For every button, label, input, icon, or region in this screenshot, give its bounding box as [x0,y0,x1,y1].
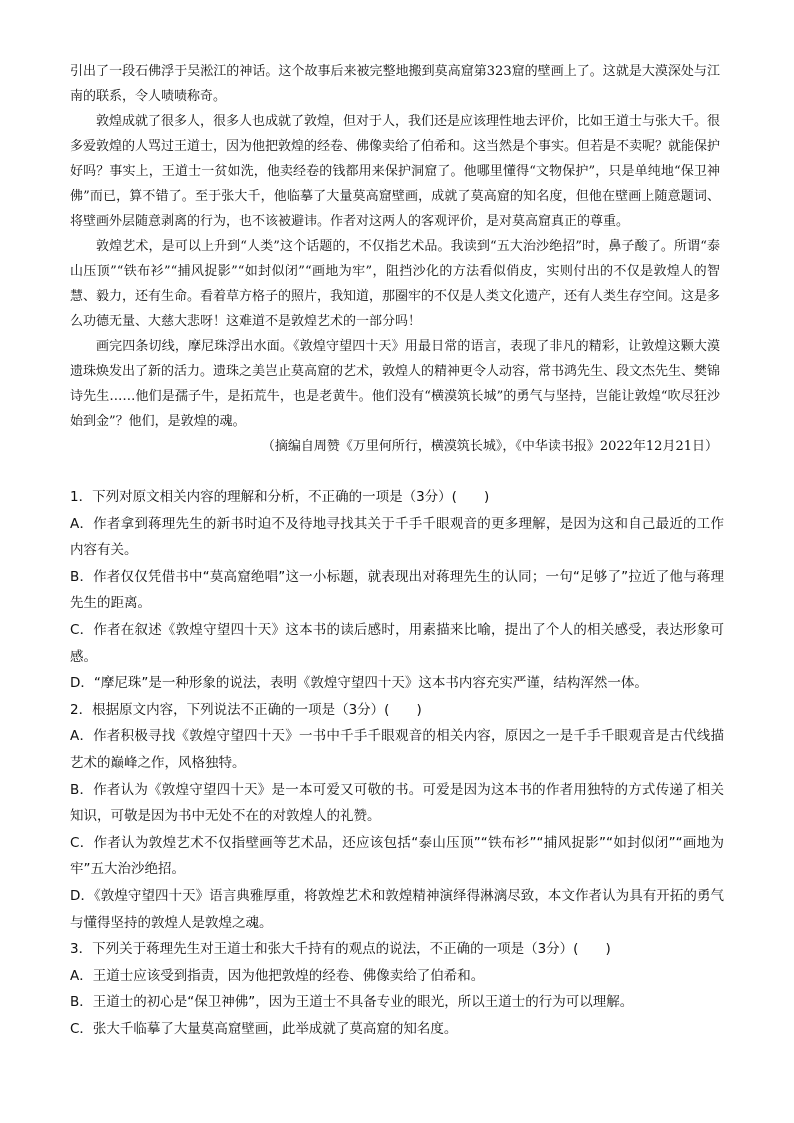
answer-option: A．作者拿到蒋理先生的新书时迫不及待地寻找其关于千手千眼观音的更多理解，是因为这和自己最近的工作内容有关。 [70,515,724,559]
answer-option: D．“摩尼珠”是一种形象的说法，表明《敦煌守望四十天》这本书内容充实严谨，结构浑然一体。 [70,675,648,692]
passage-paragraph: 敦煌成就了很多人，很多人也成就了敦煌，但对于人，我们还是应该理性地去评价，比如王道士与张大千。很多爱敦煌的人骂过王道士，因为他把敦煌的经卷、佛像卖给了伯希和。这当然是个事实。但若是不卖呢？就能保护好吗？事实上，王道士一贫如洗，他卖经卷的钱都用来保护洞窟了。他哪里懂得“文物保护”，只是单纯地“保卫神佛”而已，算不错了。至于张大千，他临摹了大量莫高窟壁画，成就了莫高窟的知名度，但他在壁画上随意题词、将壁画外层随意剥离的行为，也不该被避讳。作者对这两人的客观评价，是对莫高窟真正的尊重。 [70,114,721,229]
reading-passage [70,59,720,459]
answer-option: D．《敦煌守望四十天》语言典雅厚重，将敦煌艺术和敦煌精神演绎得淋漓尽致，本文作者认为具有开拓的勇气与懂得坚持的敦煌人是敦煌之魂。 [70,887,724,931]
passage-paragraph: 画完四条切线，摩尼珠浮出水面。《敦煌守望四十天》用最日常的语言，表现了非凡的精彩，让敦煌这颗大漠遗珠焕发出了新的活力。遗珠之美岂止莫高窟的艺术，敦煌人的精神更令人动容，常书鸿先生、段文杰先生、樊锦诗先生……他们是孺子牛，是拓荒牛，也是老黄牛。他们没有“横漠筑长城”的勇气与坚持，岂能让敦煌“吹尽狂沙始到金”？他们，是敦煌的魂。 [70,339,721,429]
answer-option: C．作者认为敦煌艺术不仅指壁画等艺术品，还应该包括“泰山压顶”“铁布衫”“捕风捉影”“如封似闭”“画地为牢”五大治沙绝招。 [70,834,724,878]
question-stem: 1．下列对原文相关内容的理解和分析，不正确的一项是（3分）( ) [70,489,490,505]
passage-paragraph: 敦煌艺术，是可以上升到“人类”这个话题的，不仅指艺术品。我读到“五大治沙绝招”时，鼻子酸了。所谓“泰山压顶”“铁布衫”“捕风捉影”“如封似闭”“画地为牢”，阻挡沙化的方法看似俏皮，实则付出的不仅是敦煌人的智慧、毅力，还有生命。看着草方格子的照片，我知道，那圈牢的不仅是人类文化遗产，还有人类生存空间。这是多么功德无量、大慈大悲呀！这难道不是敦煌艺术的一部分吗！ [70,239,721,329]
answer-option: B．作者仅仅凭借书中“莫高窟绝唱”这一小标题，就表现出对蒋理先生的认同；一句“足够了”拉近了他与蒋理先生的距离。 [70,568,724,612]
answer-option: A．作者积极寻找《敦煌守望四十天》一书中千手千眼观音的相关内容，原因之一是千手千眼观音是古代线描艺术的巅峰之作，风格独特。 [70,728,724,771]
passage-source: （摘编自周赞《万里何所行，横漠筑长城》，《中华读书报》2022年12月21日） [261,439,718,454]
answer-option: A．王道士应该受到指责，因为他把敦煌的经卷、佛像卖给了伯希和。 [70,967,485,984]
answer-option: B．王道士的初心是“保卫神佛”，因为王道士不具备专业的眼光，所以王道士的行为可以理解。 [70,994,634,1011]
question-section [70,484,724,1042]
answer-option: C．张大千临摹了大量莫高窟壁画，此举成就了莫高窟的知名度。 [70,1020,458,1037]
question-stem: 3．下列关于蒋理先生对王道士和张大千持有的观点的说法，不正确的一项是（3分）( ) [70,941,611,958]
question-stem: 2．根据原文内容，下列说法不正确的一项是（3分）( ) [70,701,422,718]
passage-paragraph: 引出了一段石佛浮于吴淞江的神话。这个故事后来被完整地搬到莫高窟第323窟的壁画上了。这就是大漠深处与江南的联系，令人啧啧称奇。 [70,64,720,104]
answer-option: B．作者认为《敦煌守望四十天》是一本可爱又可敬的书。可爱是因为这本书的作者用独特的方式传递了相关知识，可敬是因为书中无处不在的对敦煌人的礼赞。 [70,781,724,825]
answer-option: C．作者在叙述《敦煌守望四十天》这本书的读后感时，用素描来比喻，提出了个人的相关感受，表达形象可感。 [70,621,724,665]
